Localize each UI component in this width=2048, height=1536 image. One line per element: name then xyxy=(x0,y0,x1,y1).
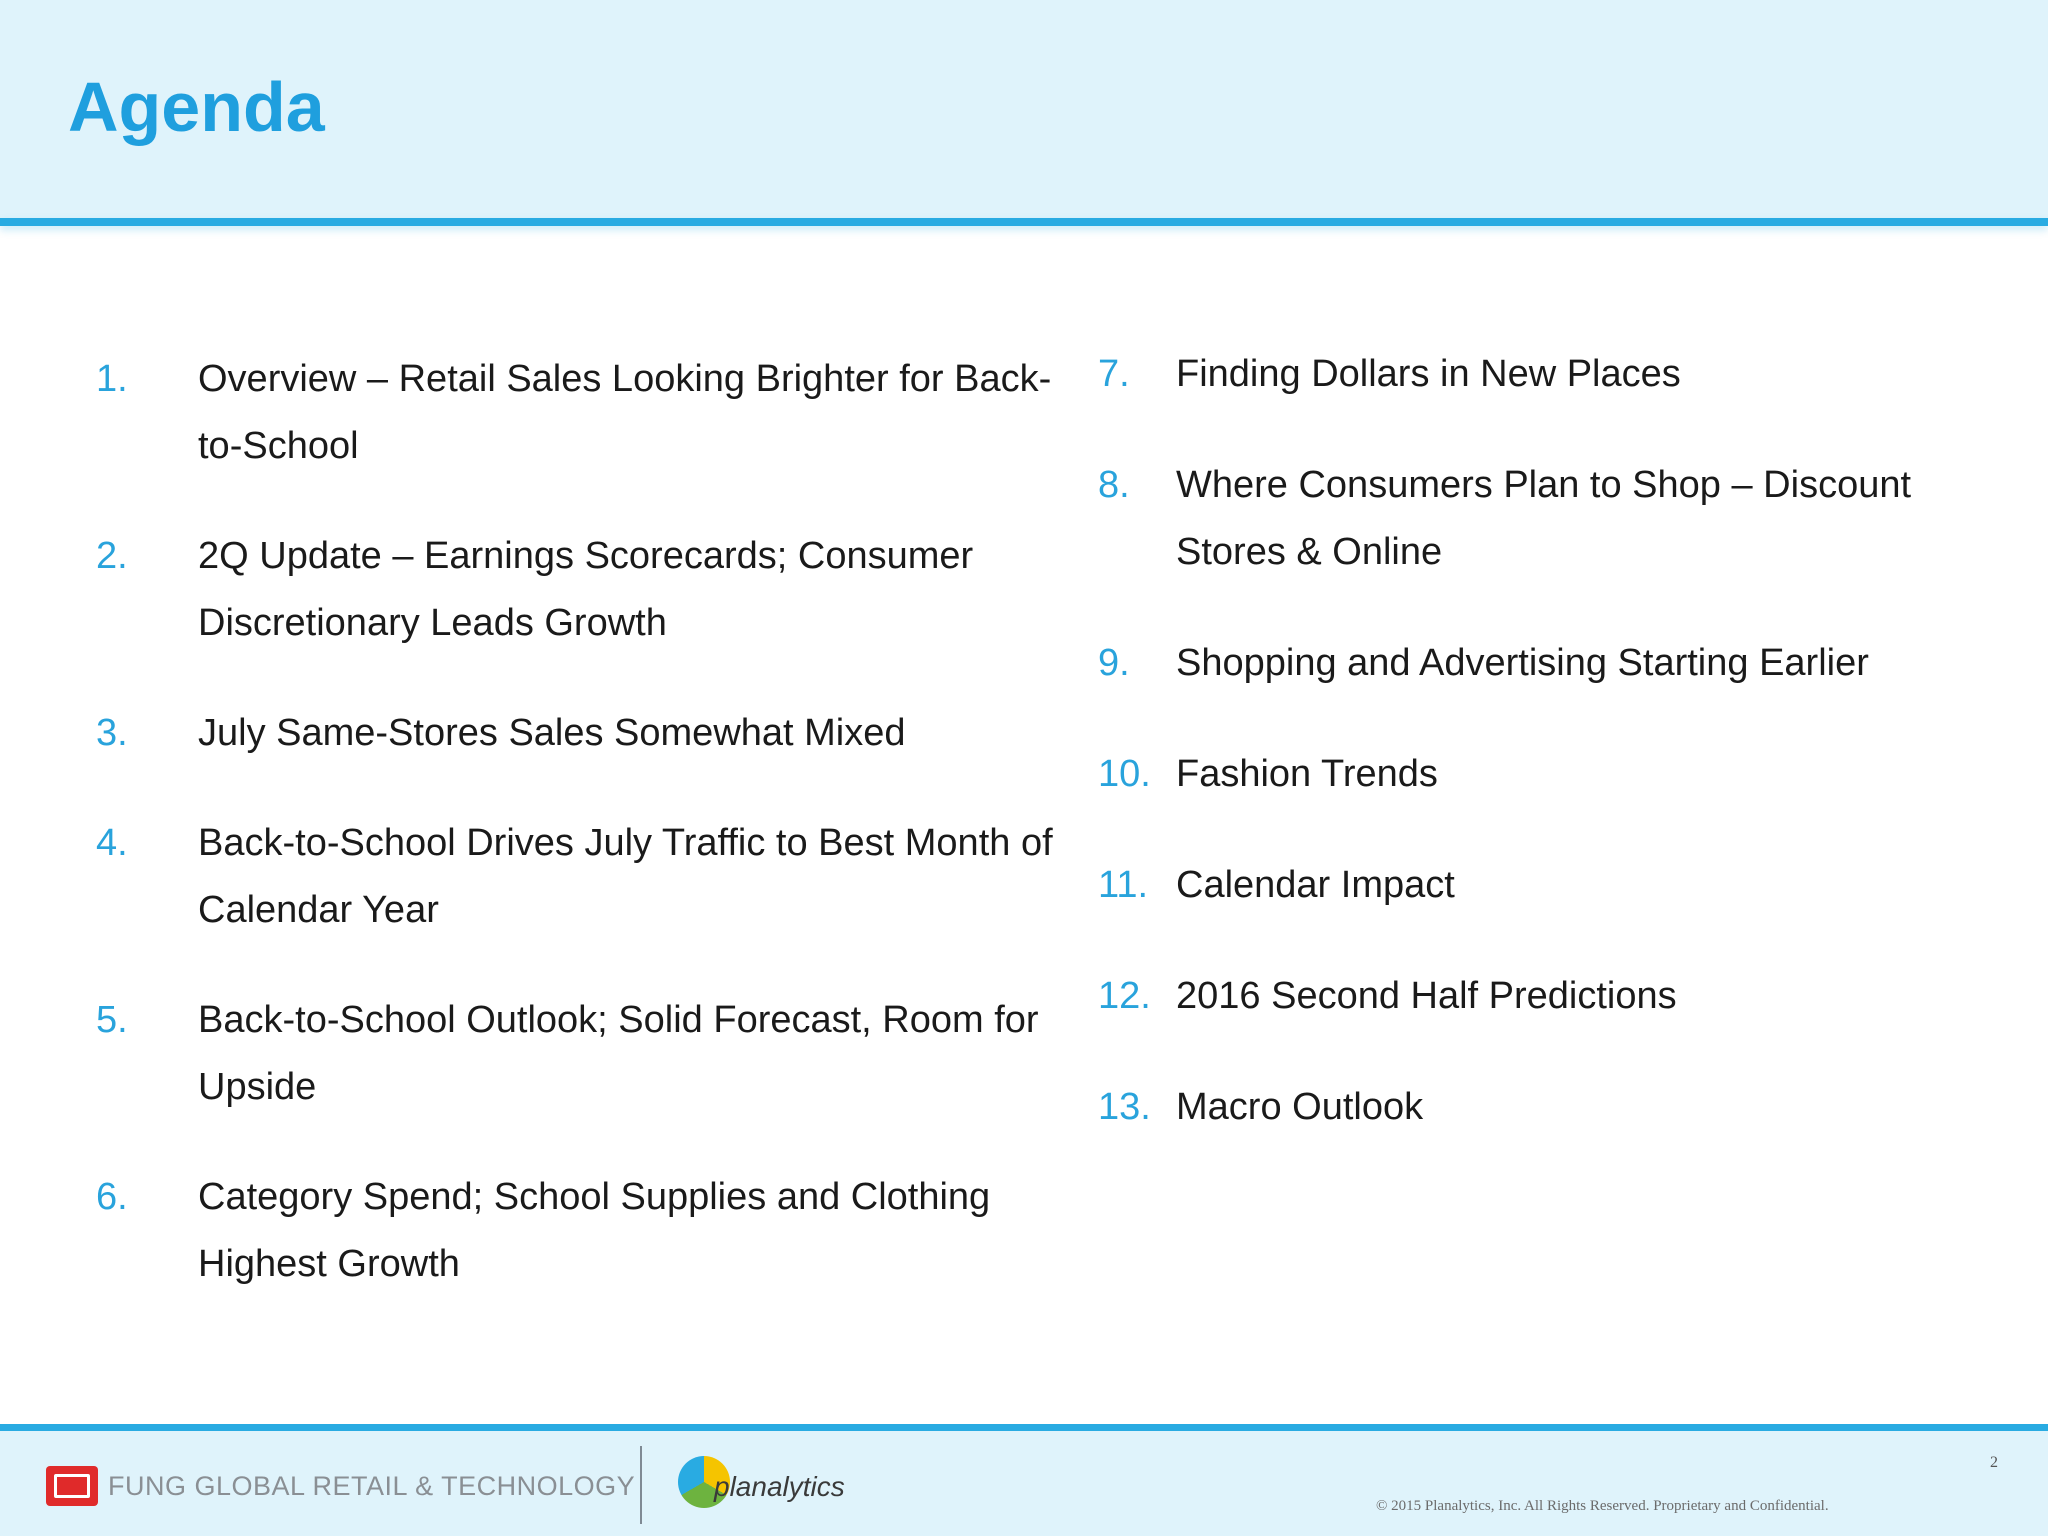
agenda-item-number: 1. xyxy=(96,358,128,400)
agenda-item-text: Where Consumers Plan to Shop – Discount Stores & Online xyxy=(1176,464,1912,573)
planalytics-logo-text: planalytics xyxy=(714,1471,845,1502)
agenda-item xyxy=(96,346,1056,480)
agenda-item-number: 4. xyxy=(96,822,128,864)
agenda-item-text: Calendar Impact xyxy=(1176,864,1455,906)
page-number: 2 xyxy=(1990,1454,1998,1471)
agenda-item-text: Category Spend; School Supplies and Clothing Highest Growth xyxy=(198,1176,991,1285)
agenda-item-number: 9. xyxy=(1098,642,1130,684)
agenda-item xyxy=(1098,341,1998,408)
agenda-list-left xyxy=(96,346,1056,1341)
agenda-item xyxy=(1098,630,1998,697)
agenda-item-text: Back-to-School Outlook; Solid Forecast, Room for Upside xyxy=(198,999,1039,1108)
fung-logo-icon xyxy=(46,1466,98,1506)
slide-title: Agenda xyxy=(68,68,325,146)
agenda-item xyxy=(96,810,1056,944)
agenda-item xyxy=(1098,852,1998,919)
agenda-item-number: 2. xyxy=(96,535,128,577)
agenda-item-text: 2Q Update – Earnings Scorecards; Consumer Discretionary Leads Growth xyxy=(198,535,974,644)
agenda-item-number: 3. xyxy=(96,712,128,754)
agenda-item-number: 8. xyxy=(1098,464,1130,506)
agenda-item-text: Shopping and Advertising Starting Earlier xyxy=(1176,642,1869,684)
agenda-list-right xyxy=(1098,341,1998,1185)
agenda-item-text: July Same-Stores Sales Somewhat Mixed xyxy=(198,712,906,754)
agenda-item-text: Overview – Retail Sales Looking Brighter for Back-to-School xyxy=(198,358,1052,467)
agenda-item-number: 13. xyxy=(1098,1086,1151,1128)
agenda-item-text: 2016 Second Half Predictions xyxy=(1176,975,1677,1017)
agenda-item-text: Macro Outlook xyxy=(1176,1086,1424,1128)
footer-divider xyxy=(640,1446,642,1524)
agenda-item xyxy=(1098,963,1998,1030)
agenda-item xyxy=(96,987,1056,1121)
agenda-item xyxy=(96,523,1056,657)
header-rule xyxy=(0,218,2048,226)
agenda-item xyxy=(1098,1074,1998,1141)
copyright-notice: © 2015 Planalytics, Inc. All Rights Reserved. Proprietary and Confidential. xyxy=(1376,1498,1829,1514)
agenda-item-text: Back-to-School Drives July Traffic to Best Month of Calendar Year xyxy=(198,822,1053,931)
agenda-item-number: 12. xyxy=(1098,975,1151,1017)
agenda-item-text: Finding Dollars in New Places xyxy=(1176,353,1681,395)
agenda-item-number: 11. xyxy=(1098,864,1149,906)
fung-logo-text: FUNG GLOBAL RETAIL & TECHNOLOGY xyxy=(108,1471,636,1501)
footer-rule xyxy=(0,1424,2048,1431)
agenda-item xyxy=(1098,741,1998,808)
agenda-item xyxy=(1098,452,1998,586)
agenda-item-number: 7. xyxy=(1098,353,1130,395)
agenda-item-number: 6. xyxy=(96,1176,128,1218)
agenda-item xyxy=(96,700,1056,767)
agenda-item xyxy=(96,1164,1056,1298)
agenda-item-number: 10. xyxy=(1098,753,1151,795)
agenda-item-number: 5. xyxy=(96,999,128,1041)
agenda-item-text: Fashion Trends xyxy=(1176,753,1438,795)
